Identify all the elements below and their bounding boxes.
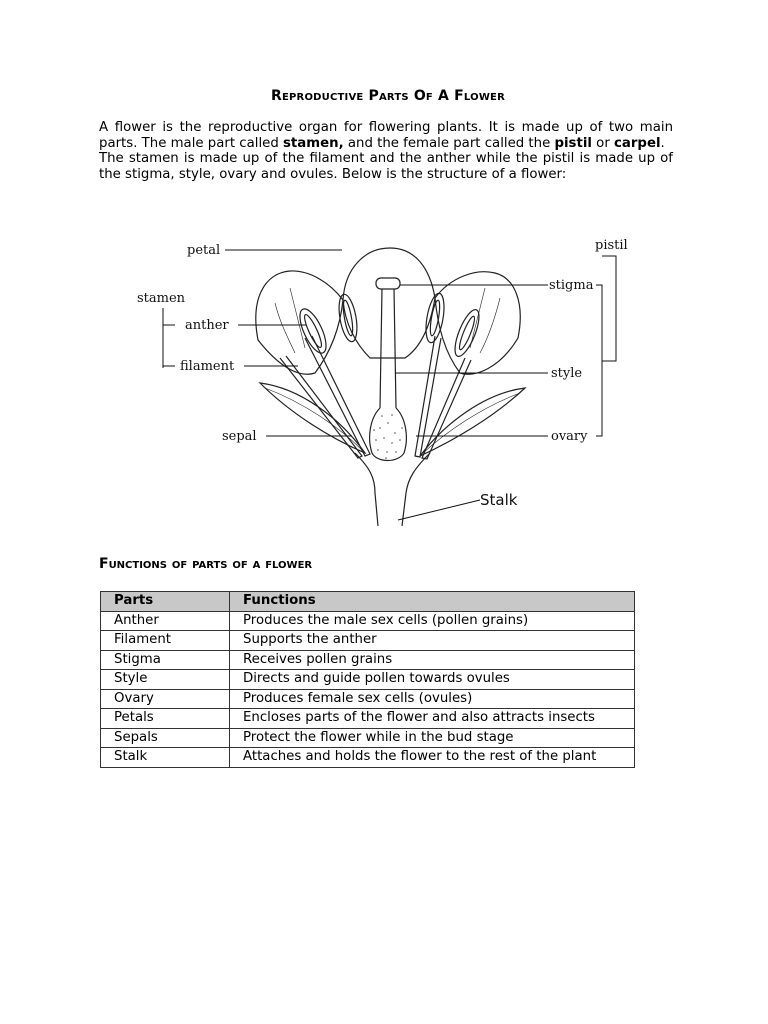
label-stalk: Stalk (480, 491, 518, 509)
label-stigma: stigma (549, 278, 594, 293)
part-cell: Stalk (101, 748, 230, 768)
header-functions: Functions (230, 592, 635, 612)
middle-petal (343, 248, 435, 358)
label-pistil: pistil (595, 238, 628, 253)
function-cell: Directs and guide pollen towards ovules (230, 670, 635, 690)
filament-right-1 (415, 336, 441, 457)
function-cell: Encloses parts of the flower and also attracts insects (230, 709, 635, 729)
functions-heading: Functions of parts of a flower (99, 556, 313, 572)
part-cell: Ovary (101, 689, 230, 709)
stigma (376, 278, 400, 289)
function-cell: Supports the anther (230, 631, 635, 651)
intro-paragraph-1 (99, 120, 673, 151)
intro-s1: A flower is the reproductive organ for flowering plants. It is made up of two main parts. The male part called (99, 120, 673, 151)
anther-left-2 (336, 293, 360, 343)
part-cell: Petals (101, 709, 230, 729)
intro-text (99, 120, 673, 182)
intro-s2: and the female part called the (343, 135, 555, 151)
ovary (370, 408, 407, 461)
part-cell: Style (101, 670, 230, 690)
header-parts: Parts (101, 592, 230, 612)
part-cell: Anther (101, 611, 230, 631)
intro-s3: or (591, 135, 615, 151)
left-sepal (260, 383, 365, 453)
left-petal (256, 271, 343, 374)
anther-right-2 (450, 307, 484, 359)
term-carpel: carpel (614, 135, 661, 151)
table-row (101, 670, 635, 690)
term-stamen: stamen, (283, 135, 344, 151)
table-row (101, 631, 635, 651)
filament-left-2 (280, 356, 362, 458)
page-title: Reproductive Parts Of A Flower (271, 88, 505, 104)
filament-left-1 (305, 336, 370, 456)
table-header-row (101, 592, 635, 612)
part-cell: Sepals (101, 728, 230, 748)
part-cell: Stigma (101, 650, 230, 670)
right-petal (435, 272, 520, 375)
table-row (101, 650, 635, 670)
intro-s4: . (660, 135, 665, 151)
label-style: style (551, 366, 583, 381)
term-pistil: pistil (554, 135, 592, 151)
functions-table (100, 591, 635, 768)
function-cell: Produces female sex cells (ovules) (230, 689, 635, 709)
label-filament: filament (180, 359, 235, 374)
table-row (101, 728, 635, 748)
label-petal: petal (187, 243, 221, 258)
table-row (101, 611, 635, 631)
function-cell: Receives pollen grains (230, 650, 635, 670)
part-cell: Filament (101, 631, 230, 651)
function-cell: Protect the flower while in the bud stage (230, 728, 635, 748)
table-row (101, 709, 635, 729)
label-anther: anther (185, 318, 229, 333)
label-stamen: stamen (137, 291, 186, 306)
intro-paragraph-2: The stamen is made up of the filament and the anther while the pistil is made up of the stigma, style, ovary and ovules. Below is the structure of a flower: (99, 151, 673, 182)
table-row (101, 689, 635, 709)
anther-left-1 (295, 305, 332, 356)
right-sepal (420, 388, 525, 456)
label-sepal: sepal (222, 429, 257, 444)
function-cell: Produces the male sex cells (pollen grains) (230, 611, 635, 631)
flower-diagram (130, 228, 640, 538)
style (380, 289, 396, 408)
table-row (101, 748, 635, 768)
label-ovary: ovary (551, 429, 588, 444)
function-cell: Attaches and holds the flower to the rest of the plant (230, 748, 635, 768)
